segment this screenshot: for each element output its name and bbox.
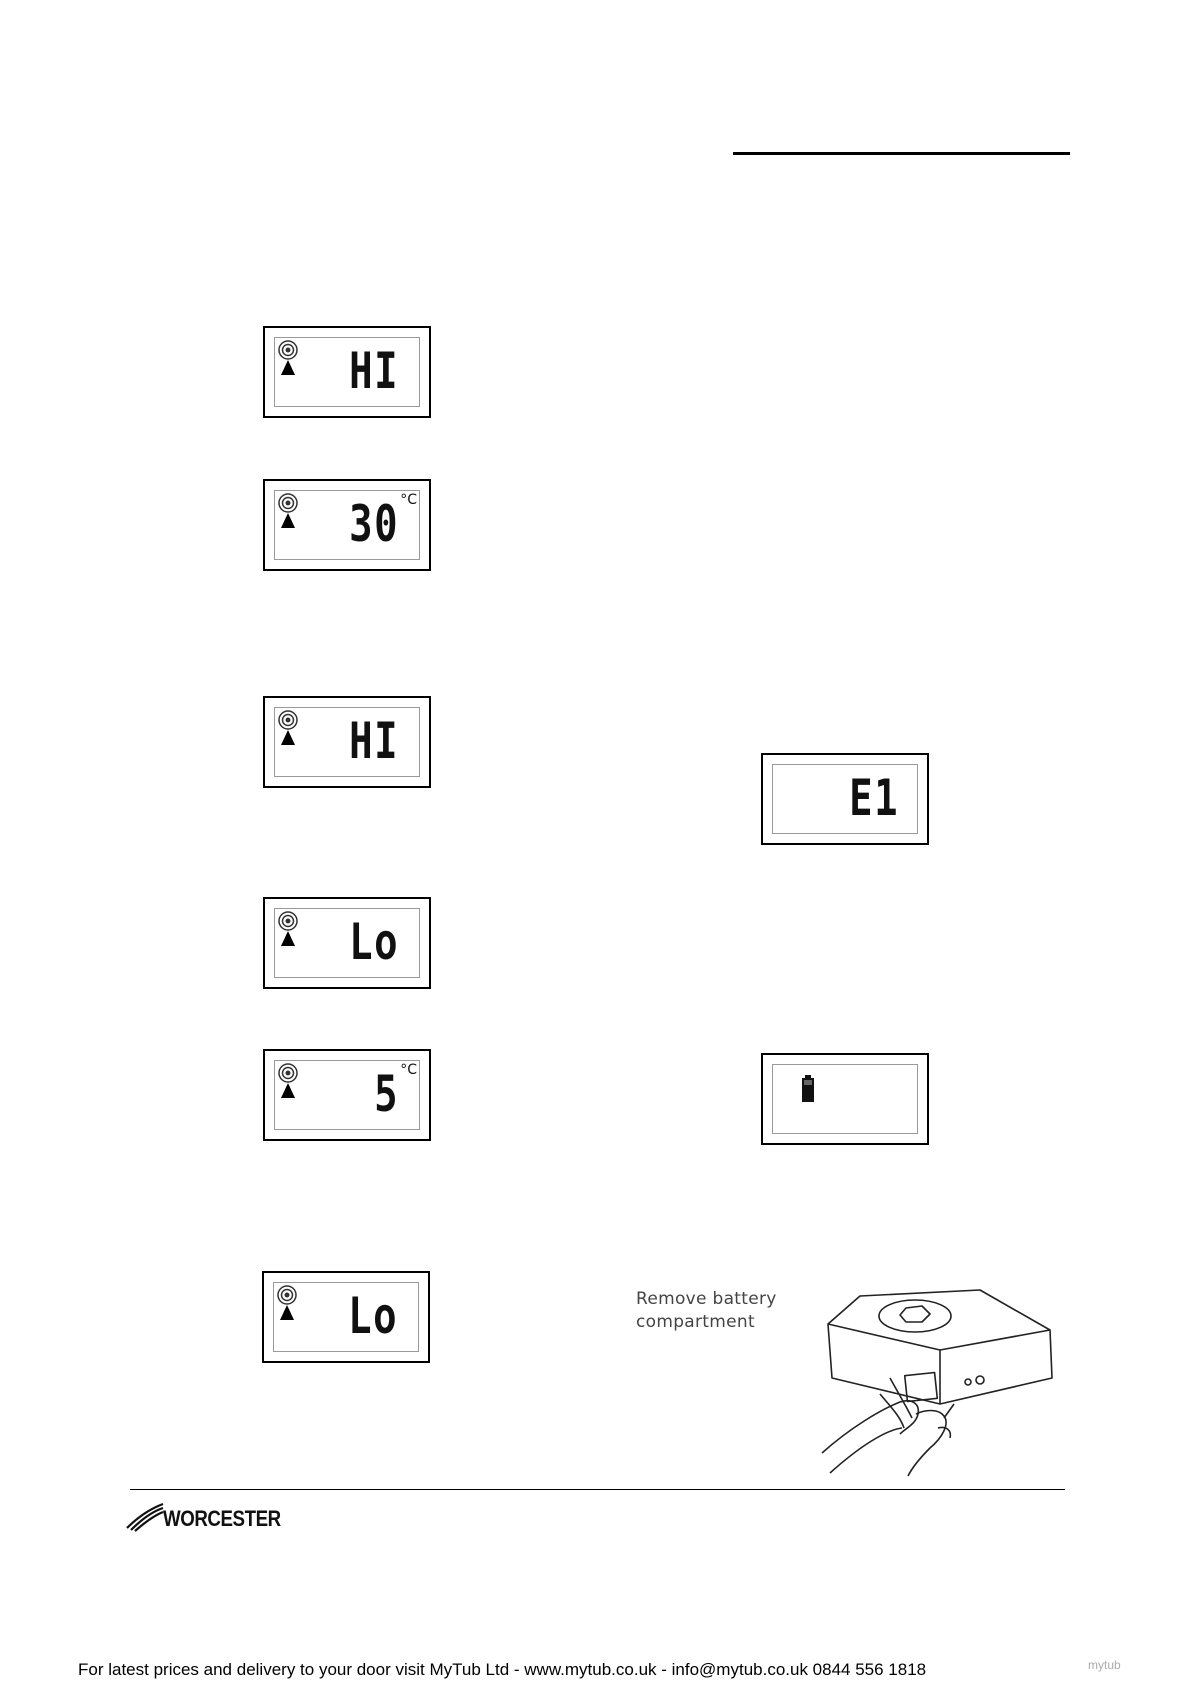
battery-instruction-line1: Remove battery: [636, 1289, 777, 1309]
brand-name: WORCESTER: [163, 1506, 281, 1531]
signal-antenna-icon: [276, 1063, 300, 1101]
battery-instruction: [636, 1288, 777, 1334]
lcd-reading: E1: [848, 769, 899, 827]
lcd-reading: HI: [348, 342, 399, 400]
footer-text: For latest prices and delivery to your door visit MyTub Ltd - www.mytub.co.uk - info@mytub.co.uk 0844 556 1818: [78, 1660, 927, 1679]
battery-instruction-line2: compartment: [636, 1312, 755, 1332]
lcd-display-5c: [263, 1049, 431, 1141]
worcester-logo-icon: [125, 1502, 165, 1532]
lcd-reading: HI: [348, 712, 399, 770]
worcester-logo: [125, 1502, 295, 1532]
battery-icon: [801, 1075, 815, 1103]
lcd-reading: Lo: [348, 913, 399, 971]
lcd-unit: °C: [400, 492, 417, 508]
lcd-display-lo-1: [263, 897, 431, 989]
lcd-reading: 30: [348, 495, 399, 553]
lcd-unit: °C: [400, 1062, 417, 1078]
signal-antenna-icon: [275, 1285, 299, 1323]
lcd-reading: 5: [373, 1065, 399, 1123]
lcd-reading: Lo: [347, 1287, 398, 1345]
signal-antenna-icon: [276, 710, 300, 748]
battery-removal-illustration: [820, 1278, 1060, 1478]
lcd-display-hi-1: [263, 326, 431, 418]
header-rule: [733, 152, 1070, 155]
lcd-display-e1: [761, 753, 929, 845]
lcd-display-30c: [263, 479, 431, 571]
lcd-display-hi-2: [263, 696, 431, 788]
lcd-display-lo-2: [262, 1271, 430, 1363]
signal-antenna-icon: [276, 911, 300, 949]
signal-antenna-icon: [276, 340, 300, 378]
signal-antenna-icon: [276, 493, 300, 531]
page-mark: mytub: [1088, 1658, 1121, 1672]
footer-rule: [130, 1489, 1065, 1490]
lcd-display-battery: [761, 1053, 929, 1145]
